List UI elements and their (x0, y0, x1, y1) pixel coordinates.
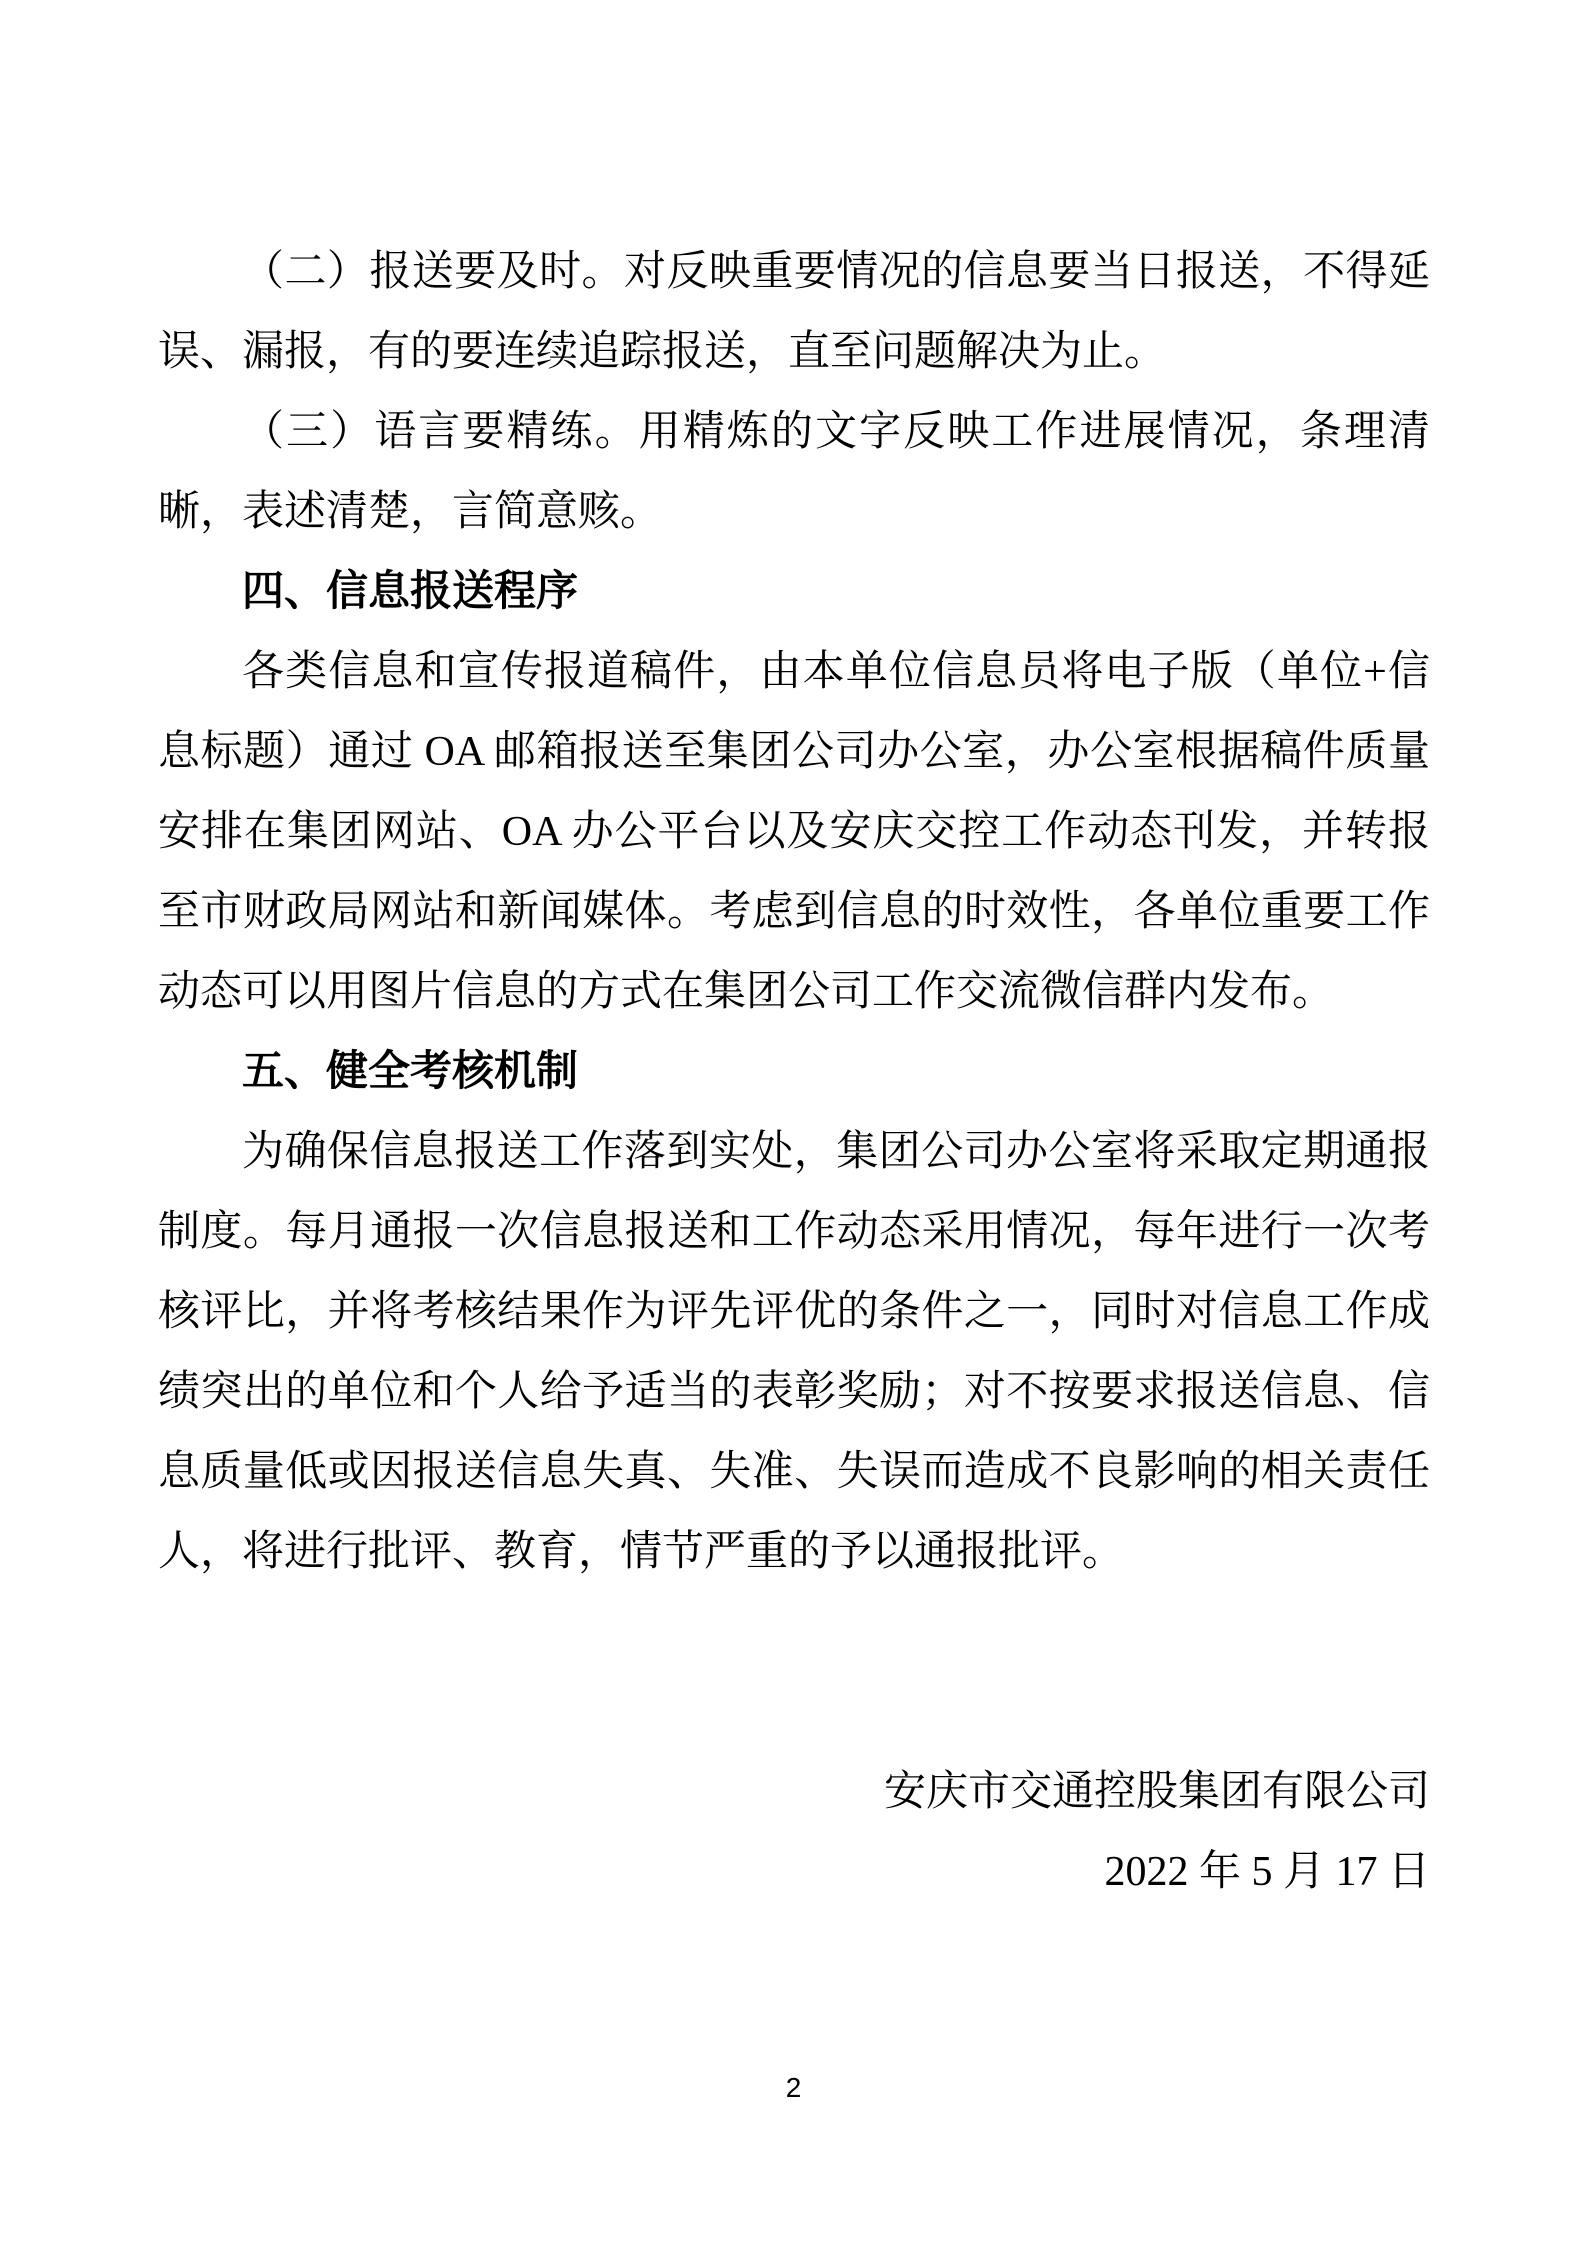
signature-date: 2022 年 5 月 17 日 (1104, 1849, 1430, 1895)
page-number: 2 (785, 2072, 802, 2103)
paragraphs-container (158, 232, 1430, 1592)
document-body (158, 232, 1430, 1912)
paragraph: （二）报送要及时。对反映重要情况的信息要当日报送，不得延误、漏报，有的要连续追踪报送，直至问题解决为止。 (158, 249, 1430, 375)
signature-company: 安庆市交通控股集团有限公司 (883, 1769, 1430, 1815)
paragraph: 为确保信息报送工作落到实处，集团公司办公室将采取定期通报制度。每月通报一次信息报送和工作动态采用情况，每年进行一次考核评比，并将考核结果作为评先评优的条件之一，同时对信息工作成绩突出的单位和个人给予适当的表彰奖励；对不按要求报送信息、信息质量低或因报送信息失真、失准、失误而造成不良影响的相关责任人，将进行批评、教育，情节严重的予以通报批评。 (158, 1129, 1430, 1575)
section-heading: 五、健全考核机制 (242, 1049, 579, 1095)
paragraph: 各类信息和宣传报道稿件，由本单位信息员将电子版（单位+信息标题）通过 OA 邮箱报送至集团公司办公室，办公室根据稿件质量安排在集团网站、OA 办公平台以及安庆交控工作动态刊发，并转报至市财政局网站和新闻媒体。考虑到信息的时效性，各单位重要工作动态可以用图片信息的方式在集团公司工作交流微信群内发布。 (158, 649, 1430, 1015)
signature-block (158, 1752, 1430, 1912)
paragraph: （三）语言要精练。用精炼的文字反映工作进展情况，条理清晰，表述清楚，言简意赅。 (158, 409, 1430, 535)
section-heading: 四、信息报送程序 (242, 569, 579, 615)
